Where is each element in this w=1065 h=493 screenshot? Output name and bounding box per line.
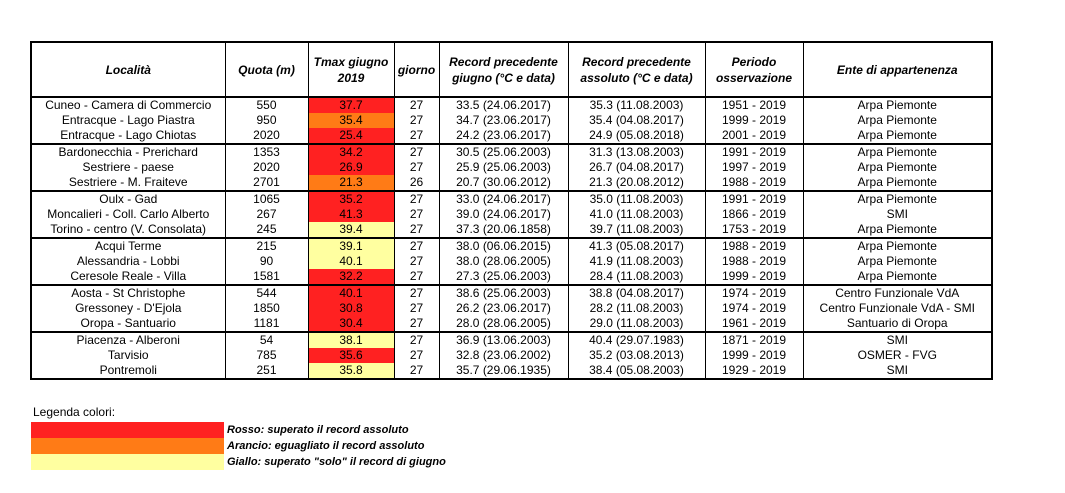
- cell-giorno: 27: [394, 144, 439, 160]
- cell-localita: Moncalieri - Coll. Carlo Alberto: [31, 207, 225, 222]
- cell-periodo: 1988 - 2019: [705, 238, 803, 254]
- cell-tmax: 35.8: [308, 363, 394, 379]
- cell-giorno: 27: [394, 269, 439, 285]
- cell-record-giugno: 32.8 (23.06.2002): [439, 348, 568, 363]
- cell-ente: Arpa Piemonte: [803, 238, 992, 254]
- header-ente: Ente di appartenenza: [803, 42, 992, 97]
- cell-giorno: 27: [394, 97, 439, 113]
- cell-record-giugno: 20.7 (30.06.2012): [439, 175, 568, 191]
- table-row: [31, 113, 992, 128]
- table-row: [31, 97, 992, 113]
- cell-periodo: 1866 - 2019: [705, 207, 803, 222]
- cell-localita: Tarvisio: [31, 348, 225, 363]
- cell-record-giugno: 27.3 (25.06.2003): [439, 269, 568, 285]
- cell-giorno: 27: [394, 301, 439, 316]
- table-row: [31, 160, 992, 175]
- cell-localita: Alessandria - Lobbi: [31, 254, 225, 269]
- cell-record-assoluto: 41.0 (11.08.2003): [568, 207, 705, 222]
- legend-title: Legenda colori:: [33, 405, 116, 419]
- cell-record-assoluto: 35.0 (11.08.2003): [568, 191, 705, 207]
- cell-tmax: 21.3: [308, 175, 394, 191]
- cell-record-giugno: 39.0 (24.06.2017): [439, 207, 568, 222]
- cell-periodo: 1991 - 2019: [705, 144, 803, 160]
- cell-ente: Arpa Piemonte: [803, 113, 992, 128]
- temperature-records-table: [30, 41, 993, 380]
- cell-quota: 54: [225, 332, 308, 348]
- cell-record-assoluto: 29.0 (11.08.2003): [568, 316, 705, 332]
- cell-ente: Santuario di Oropa: [803, 316, 992, 332]
- table-body: [31, 97, 992, 379]
- cell-giorno: 27: [394, 128, 439, 144]
- cell-tmax: 40.1: [308, 254, 394, 269]
- header-periodo: Periodo osservazione: [705, 42, 803, 97]
- cell-localita: Ceresole Reale - Villa: [31, 269, 225, 285]
- cell-record-giugno: 36.9 (13.06.2003): [439, 332, 568, 348]
- cell-tmax: 35.2: [308, 191, 394, 207]
- cell-record-giugno: 35.7 (29.06.1935): [439, 363, 568, 379]
- cell-giorno: 27: [394, 207, 439, 222]
- cell-periodo: 1974 - 2019: [705, 301, 803, 316]
- cell-record-assoluto: 28.2 (11.08.2003): [568, 301, 705, 316]
- cell-periodo: 1999 - 2019: [705, 348, 803, 363]
- header-row: [31, 42, 992, 97]
- cell-quota: 1065: [225, 191, 308, 207]
- cell-record-giugno: 38.0 (06.06.2015): [439, 238, 568, 254]
- cell-localita: Piacenza - Alberoni: [31, 332, 225, 348]
- cell-record-assoluto: 24.9 (05.08.2018): [568, 128, 705, 144]
- cell-giorno: 27: [394, 254, 439, 269]
- cell-giorno: 27: [394, 316, 439, 332]
- cell-quota: 950: [225, 113, 308, 128]
- cell-record-giugno: 33.5 (24.06.2017): [439, 97, 568, 113]
- cell-tmax: 26.9: [308, 160, 394, 175]
- cell-record-giugno: 38.0 (28.06.2005): [439, 254, 568, 269]
- cell-periodo: 1997 - 2019: [705, 160, 803, 175]
- table-row: [31, 222, 992, 238]
- cell-periodo: 1991 - 2019: [705, 191, 803, 207]
- legend-swatch-red: [31, 422, 224, 438]
- legend-text-red: Rosso: superato il record assoluto: [227, 424, 409, 436]
- header-record-assoluto: Record precedente assoluto (°C e data): [568, 42, 705, 97]
- cell-quota: 90: [225, 254, 308, 269]
- cell-periodo: 1999 - 2019: [705, 269, 803, 285]
- cell-record-giugno: 33.0 (24.06.2017): [439, 191, 568, 207]
- cell-quota: 1181: [225, 316, 308, 332]
- cell-record-assoluto: 35.3 (11.08.2003): [568, 97, 705, 113]
- cell-localita: Gressoney - D'Ejola: [31, 301, 225, 316]
- table-row: [31, 348, 992, 363]
- table-row: [31, 332, 992, 348]
- cell-record-assoluto: 31.3 (13.08.2003): [568, 144, 705, 160]
- cell-record-assoluto: 41.3 (05.08.2017): [568, 238, 705, 254]
- cell-record-giugno: 28.0 (28.06.2005): [439, 316, 568, 332]
- cell-quota: 2020: [225, 160, 308, 175]
- header-quota: Quota (m): [225, 42, 308, 97]
- cell-quota: 245: [225, 222, 308, 238]
- cell-tmax: 38.1: [308, 332, 394, 348]
- cell-ente: Centro Funzionale VdA - SMI: [803, 301, 992, 316]
- cell-record-assoluto: 28.4 (11.08.2003): [568, 269, 705, 285]
- cell-giorno: 26: [394, 175, 439, 191]
- cell-tmax: 30.8: [308, 301, 394, 316]
- cell-periodo: 1929 - 2019: [705, 363, 803, 379]
- cell-periodo: 1961 - 2019: [705, 316, 803, 332]
- cell-tmax: 34.2: [308, 144, 394, 160]
- table-row: [31, 238, 992, 254]
- cell-record-assoluto: 35.4 (04.08.2017): [568, 113, 705, 128]
- cell-giorno: 27: [394, 238, 439, 254]
- cell-localita: Sestriere - paese: [31, 160, 225, 175]
- cell-tmax: 35.6: [308, 348, 394, 363]
- cell-quota: 251: [225, 363, 308, 379]
- cell-record-giugno: 24.2 (23.06.2017): [439, 128, 568, 144]
- cell-ente: Arpa Piemonte: [803, 175, 992, 191]
- table-row: [31, 316, 992, 332]
- cell-giorno: 27: [394, 285, 439, 301]
- cell-periodo: 1871 - 2019: [705, 332, 803, 348]
- cell-tmax: 39.1: [308, 238, 394, 254]
- cell-record-assoluto: 38.8 (04.08.2017): [568, 285, 705, 301]
- cell-ente: Arpa Piemonte: [803, 160, 992, 175]
- cell-ente: Arpa Piemonte: [803, 144, 992, 160]
- header-tmax: Tmax giugno 2019: [308, 42, 394, 97]
- cell-tmax: 41.3: [308, 207, 394, 222]
- cell-giorno: 27: [394, 191, 439, 207]
- cell-tmax: 30.4: [308, 316, 394, 332]
- table-row: [31, 144, 992, 160]
- cell-localita: Sestriere - M. Fraiteve: [31, 175, 225, 191]
- cell-localita: Oropa - Santuario: [31, 316, 225, 332]
- cell-localita: Entracque - Lago Chiotas: [31, 128, 225, 144]
- cell-localita: Oulx - Gad: [31, 191, 225, 207]
- table-row: [31, 269, 992, 285]
- table-row: [31, 207, 992, 222]
- cell-localita: Torino - centro (V. Consolata): [31, 222, 225, 238]
- cell-ente: Arpa Piemonte: [803, 254, 992, 269]
- cell-record-assoluto: 21.3 (20.08.2012): [568, 175, 705, 191]
- table-row: [31, 175, 992, 191]
- table-row: [31, 191, 992, 207]
- cell-record-assoluto: 38.4 (05.08.2003): [568, 363, 705, 379]
- cell-localita: Acqui Terme: [31, 238, 225, 254]
- cell-ente: Arpa Piemonte: [803, 191, 992, 207]
- cell-giorno: 27: [394, 363, 439, 379]
- cell-quota: 215: [225, 238, 308, 254]
- cell-record-giugno: 37.3 (20.06.1858): [439, 222, 568, 238]
- cell-periodo: 1988 - 2019: [705, 254, 803, 269]
- cell-localita: Cuneo - Camera di Commercio: [31, 97, 225, 113]
- cell-ente: Arpa Piemonte: [803, 222, 992, 238]
- table-row: [31, 285, 992, 301]
- cell-quota: 785: [225, 348, 308, 363]
- cell-periodo: 2001 - 2019: [705, 128, 803, 144]
- cell-ente: SMI: [803, 332, 992, 348]
- cell-ente: Arpa Piemonte: [803, 269, 992, 285]
- cell-giorno: 27: [394, 222, 439, 238]
- header-giorno: giorno: [394, 42, 439, 97]
- cell-record-assoluto: 26.7 (04.08.2017): [568, 160, 705, 175]
- cell-ente: Centro Funzionale VdA: [803, 285, 992, 301]
- cell-ente: SMI: [803, 363, 992, 379]
- cell-record-giugno: 25.9 (25.06.2003): [439, 160, 568, 175]
- cell-localita: Bardonecchia - Prerichard: [31, 144, 225, 160]
- legend-swatch-orange: [31, 438, 224, 454]
- cell-quota: 550: [225, 97, 308, 113]
- cell-giorno: 27: [394, 348, 439, 363]
- cell-giorno: 27: [394, 160, 439, 175]
- cell-localita: Entracque - Lago Piastra: [31, 113, 225, 128]
- cell-ente: Arpa Piemonte: [803, 97, 992, 113]
- cell-ente: OSMER - FVG: [803, 348, 992, 363]
- cell-record-giugno: 38.6 (25.06.2003): [439, 285, 568, 301]
- cell-record-assoluto: 40.4 (29.07.1983): [568, 332, 705, 348]
- cell-periodo: 1999 - 2019: [705, 113, 803, 128]
- cell-record-giugno: 30.5 (25.06.2003): [439, 144, 568, 160]
- cell-quota: 267: [225, 207, 308, 222]
- cell-quota: 544: [225, 285, 308, 301]
- cell-quota: 1850: [225, 301, 308, 316]
- cell-periodo: 1753 - 2019: [705, 222, 803, 238]
- table-row: [31, 301, 992, 316]
- cell-localita: Aosta - St Christophe: [31, 285, 225, 301]
- legend-text-yellow: Giallo: superato "solo" il record di giugno: [227, 456, 446, 468]
- cell-ente: SMI: [803, 207, 992, 222]
- legend-text-orange: Arancio: eguagliato il record assoluto: [227, 440, 425, 452]
- cell-tmax: 37.7: [308, 97, 394, 113]
- header-localita: Località: [31, 42, 225, 97]
- cell-quota: 2701: [225, 175, 308, 191]
- cell-record-assoluto: 39.7 (11.08.2003): [568, 222, 705, 238]
- cell-ente: Arpa Piemonte: [803, 128, 992, 144]
- cell-record-giugno: 26.2 (23.06.2017): [439, 301, 568, 316]
- header-record-giugno: Record precedente giugno (°C e data): [439, 42, 568, 97]
- cell-periodo: 1974 - 2019: [705, 285, 803, 301]
- cell-tmax: 32.2: [308, 269, 394, 285]
- cell-giorno: 27: [394, 332, 439, 348]
- legend-swatch-yellow: [31, 454, 224, 470]
- cell-localita: Pontremoli: [31, 363, 225, 379]
- cell-quota: 1581: [225, 269, 308, 285]
- cell-giorno: 27: [394, 113, 439, 128]
- cell-record-assoluto: 35.2 (03.08.2013): [568, 348, 705, 363]
- cell-record-assoluto: 41.9 (11.08.2003): [568, 254, 705, 269]
- cell-tmax: 25.4: [308, 128, 394, 144]
- cell-periodo: 1988 - 2019: [705, 175, 803, 191]
- cell-tmax: 39.4: [308, 222, 394, 238]
- table-row: [31, 363, 992, 379]
- cell-quota: 2020: [225, 128, 308, 144]
- cell-tmax: 35.4: [308, 113, 394, 128]
- cell-tmax: 40.1: [308, 285, 394, 301]
- table-row: [31, 128, 992, 144]
- cell-periodo: 1951 - 2019: [705, 97, 803, 113]
- cell-quota: 1353: [225, 144, 308, 160]
- cell-record-giugno: 34.7 (23.06.2017): [439, 113, 568, 128]
- table-row: [31, 254, 992, 269]
